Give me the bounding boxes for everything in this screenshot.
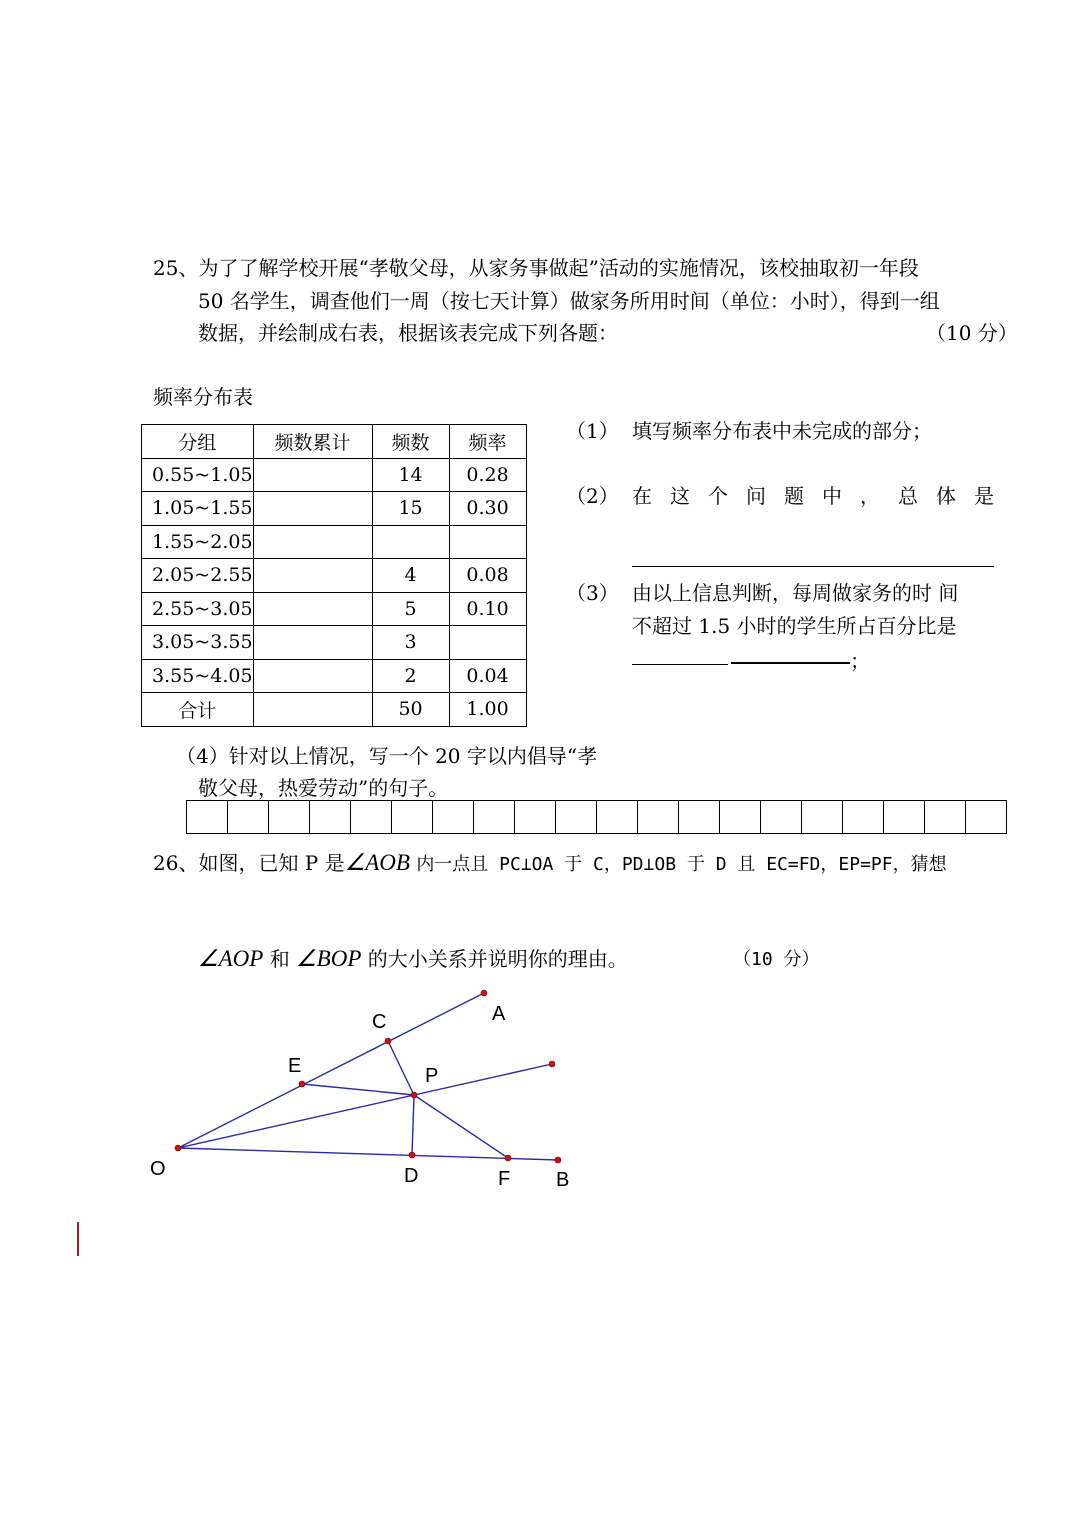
point-e xyxy=(299,1081,305,1087)
table-cell: 50 xyxy=(372,693,449,727)
label-p: P xyxy=(425,1065,439,1087)
label-c: C xyxy=(372,1011,387,1033)
point-f xyxy=(505,1155,511,1161)
table-cell: 2.05~2.55 xyxy=(142,559,254,593)
table-cell: 0.08 xyxy=(449,559,526,593)
sub3-line2: 不超过 1.5 小时的学生所占百分比是 xyxy=(632,614,957,638)
label-d: D xyxy=(404,1165,419,1187)
table-cell: 0.55~1.05 xyxy=(142,458,254,492)
table-cell: 3 xyxy=(372,626,449,660)
q26-score: （10 分） xyxy=(733,949,820,970)
table-cell: 合计 xyxy=(142,693,254,727)
angle-aob: ∠AOB xyxy=(344,850,410,875)
angle-bop: ∠BOP xyxy=(296,946,362,971)
q26-rest: 的大小关系并说明你的理由。 xyxy=(367,947,628,971)
table-cell: 2 xyxy=(372,659,449,693)
ray-op xyxy=(178,1064,552,1148)
q25-score: （10 分） xyxy=(926,321,1018,345)
table-header: 频数 xyxy=(372,425,449,459)
q26-condition: 内一点且 PC⊥OA 于 C，PD⊥OB 于 D 且 EC=FD，EP=PF，猜想 xyxy=(416,854,947,875)
table-cell: 0.30 xyxy=(449,492,526,526)
table-cell: 0.10 xyxy=(449,592,526,626)
label-e: E xyxy=(288,1055,302,1077)
sub4-line1: （4）针对以上情况，写一个 20 字以内倡导“孝 xyxy=(176,744,598,768)
label-b: B xyxy=(556,1169,570,1191)
table-cell: 4 xyxy=(372,559,449,593)
point-b xyxy=(555,1157,561,1163)
sub1-text: 填写频率分布表中未完成的部分； xyxy=(632,419,932,443)
q25-line2: 50 名学生，调查他们一周（按七天计算）做家务所用时间（单位：小时），得到一组 xyxy=(198,289,940,313)
label-a: A xyxy=(492,1003,506,1025)
sub2-text: 在 这 个 问 题 中 ， 总 体 是 xyxy=(632,484,994,508)
table-cell: 1.55~2.05 xyxy=(142,525,254,559)
table-cell: 15 xyxy=(372,492,449,526)
point-p xyxy=(411,1092,417,1098)
label-o: O xyxy=(150,1158,166,1180)
table-cell: 1.00 xyxy=(449,693,526,727)
sub1-number: （1） xyxy=(566,419,619,443)
table-header: 频率 xyxy=(449,425,526,459)
q26-prefix: 26、如图，已知 P 是 xyxy=(153,851,345,875)
segment-pf xyxy=(414,1095,508,1158)
q25-line1: 25、为了了解学校开展“孝敬父母，从家务事做起”活动的实施情况，该校抽取初一年段 xyxy=(153,256,919,280)
sub2-number: （2） xyxy=(566,484,619,508)
q26-and: 和 xyxy=(269,947,290,971)
table-cell: 3.55~4.05 xyxy=(142,659,254,693)
sub3-end: ； xyxy=(850,649,870,673)
table-cell: 0.28 xyxy=(449,458,526,492)
sub3-line1: 由以上信息判断，每周做家务的时 间 xyxy=(632,581,959,605)
point-c xyxy=(385,1038,391,1044)
margin-mark xyxy=(77,1222,79,1256)
table-cell: 14 xyxy=(372,458,449,492)
point-o xyxy=(175,1145,181,1151)
segment-pc xyxy=(388,1041,414,1095)
table-header: 分组 xyxy=(142,425,254,459)
table-cell: 2.55~3.05 xyxy=(142,592,254,626)
table-cell: 0.04 xyxy=(449,659,526,693)
segment-pd xyxy=(412,1095,414,1155)
label-f: F xyxy=(498,1168,511,1190)
segment-ep xyxy=(302,1084,414,1095)
q25-line3: 数据，并绘制成右表，根据该表完成下列各题： xyxy=(198,321,618,345)
table-title: 频率分布表 xyxy=(153,385,253,409)
sub4-line2: 敬父母，热爱劳动”的句子。 xyxy=(198,776,449,800)
table-cell: 3.05~3.55 xyxy=(142,626,254,660)
table-cell: 5 xyxy=(372,592,449,626)
table-cell: 1.05~1.55 xyxy=(142,492,254,526)
angle-aop: ∠AOP xyxy=(198,946,264,971)
point-d xyxy=(409,1152,415,1158)
table-header: 频数累计 xyxy=(253,425,372,459)
point-a xyxy=(481,990,487,996)
point-r xyxy=(549,1061,555,1067)
sub3-number: （3） xyxy=(566,581,619,605)
